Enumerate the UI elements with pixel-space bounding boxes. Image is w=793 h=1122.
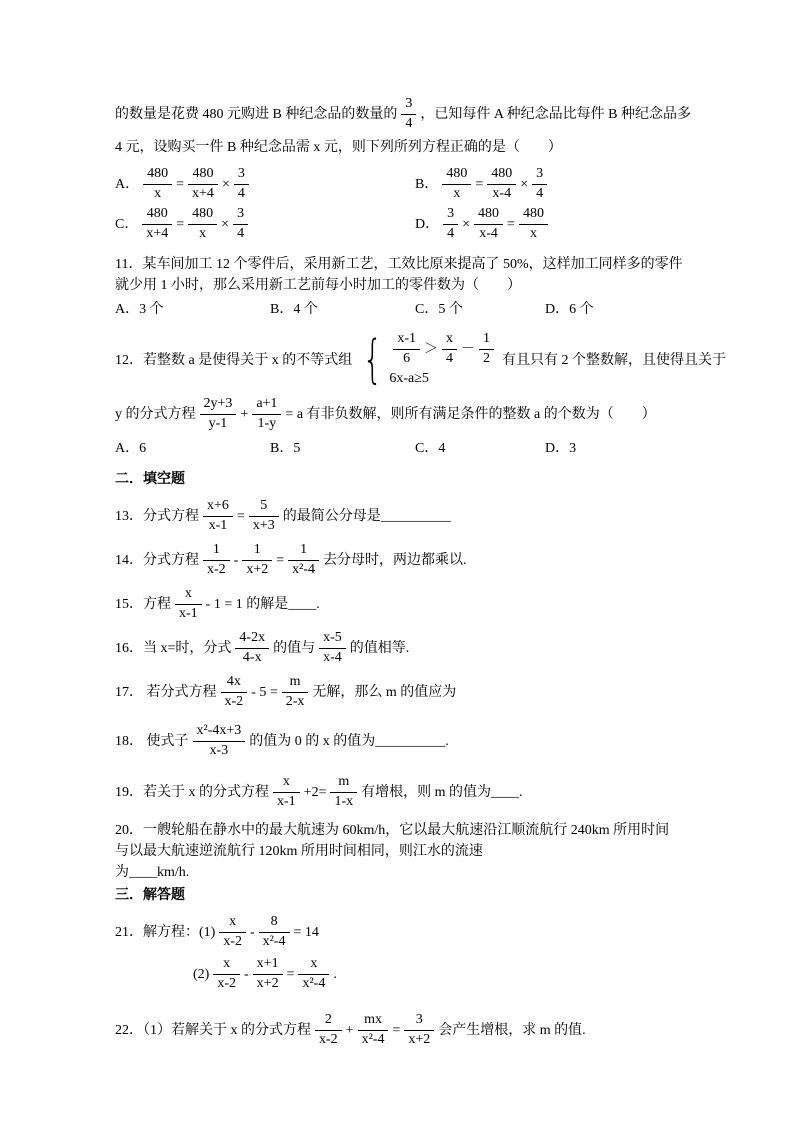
system-row bbox=[389, 368, 429, 389]
fraction-numerator: 480 bbox=[474, 206, 503, 224]
fraction-denominator: x-2 bbox=[224, 693, 244, 709]
text-segment: = bbox=[392, 1022, 401, 1038]
fraction-denominator: x-1 bbox=[277, 793, 296, 809]
fraction-numerator: 3 bbox=[234, 166, 249, 184]
problem20 bbox=[115, 820, 693, 883]
text-segment: 18． 使式子 bbox=[115, 733, 189, 749]
fraction bbox=[252, 396, 281, 431]
text-segment: = bbox=[176, 216, 185, 232]
fraction bbox=[193, 723, 246, 758]
fraction-denominator: x bbox=[154, 185, 162, 201]
fraction-numerator: 8 bbox=[259, 914, 290, 932]
fraction bbox=[358, 1012, 389, 1047]
section-heading-blank: 二．填空题 bbox=[115, 472, 185, 487]
text-segment: + bbox=[240, 406, 249, 422]
problem21-part1 bbox=[115, 914, 693, 950]
fraction-numerator: 3 bbox=[401, 96, 416, 114]
text-segment: 的值相等. bbox=[349, 640, 410, 656]
fraction-denominator: 4 bbox=[405, 115, 413, 131]
text-segment: 无解，那么 m 的值应为 bbox=[312, 684, 457, 700]
text-segment: 21．解方程：(1) bbox=[115, 924, 216, 940]
text-segment: － bbox=[460, 341, 475, 357]
fraction-denominator: x-1 bbox=[208, 517, 228, 533]
problem20-line1: 20．一艘轮船在静水中的最大航速为 60km/h，它以最大航速沿江顺流航行 240km 所用时间 bbox=[115, 823, 670, 838]
fraction-denominator: 4 bbox=[445, 350, 453, 366]
problem21-part2 bbox=[193, 956, 693, 992]
fraction-numerator: 480 bbox=[188, 206, 217, 224]
fraction-numerator: 1 bbox=[242, 542, 272, 560]
text-segment: = bbox=[276, 552, 285, 568]
text-segment: = bbox=[176, 176, 185, 192]
problem12-line1 bbox=[115, 330, 726, 390]
problem11-options bbox=[115, 299, 693, 320]
fraction-numerator: x bbox=[219, 914, 246, 932]
text-segment: 13．分式方程 bbox=[115, 508, 199, 524]
text-segment: 14．分式方程 bbox=[115, 552, 199, 568]
text-segment: 有增根，则 m 的值为____. bbox=[361, 784, 523, 800]
fraction-denominator: x²-4 bbox=[361, 1031, 385, 1047]
fraction-numerator: 3 bbox=[233, 206, 248, 224]
problem22-part1 bbox=[115, 1012, 693, 1048]
fraction-numerator: x bbox=[298, 956, 329, 974]
problem20-line2: 与以最大航速逆流航行 120km 所用时间相同，则江水的流速 bbox=[115, 844, 483, 859]
text-segment: 12．若整数 a 是使得关于 x 的不等式组 bbox=[115, 352, 353, 368]
fraction-numerator: 480 bbox=[188, 166, 218, 184]
problem10-options-row1 bbox=[115, 166, 693, 202]
text-segment: 6x-a≥5 bbox=[389, 370, 429, 386]
fraction bbox=[319, 630, 346, 665]
text-segment: = a 有非负数解，则所有满足条件的整数 a 的个数为（ ） bbox=[285, 406, 656, 422]
text-segment: C． bbox=[115, 216, 139, 232]
text-segment: = bbox=[236, 508, 245, 524]
fraction bbox=[142, 206, 172, 241]
fraction bbox=[273, 774, 300, 809]
text-segment: 去分母时，两边都乘以. bbox=[323, 552, 467, 568]
fraction-denominator: 1-x bbox=[334, 793, 354, 809]
text-segment: A． bbox=[115, 176, 140, 192]
fraction bbox=[221, 674, 248, 709]
text-segment: (2) bbox=[193, 966, 210, 982]
system-rows bbox=[389, 331, 498, 388]
text-segment: B． bbox=[415, 176, 439, 192]
text-segment: × bbox=[221, 176, 230, 192]
problem14 bbox=[115, 542, 693, 578]
text-segment: - bbox=[244, 966, 249, 982]
fraction bbox=[442, 166, 471, 201]
fraction-denominator: x bbox=[199, 225, 207, 241]
fraction-denominator: 2-x bbox=[285, 693, 305, 709]
fraction bbox=[288, 542, 319, 577]
problem11-option-d: D．6 个 bbox=[545, 302, 594, 317]
fraction-numerator: m bbox=[330, 774, 357, 792]
text-segment: . bbox=[333, 966, 337, 982]
fraction bbox=[242, 542, 272, 577]
fraction bbox=[143, 166, 172, 201]
fraction-denominator: x+4 bbox=[192, 185, 214, 201]
text-segment: - bbox=[250, 924, 255, 940]
fraction-numerator: x+6 bbox=[203, 498, 233, 516]
fraction-denominator: x²-4 bbox=[302, 975, 326, 991]
fraction-denominator: x+3 bbox=[252, 517, 275, 533]
fraction bbox=[519, 206, 548, 241]
fraction-numerator: x bbox=[273, 774, 300, 792]
fraction-numerator: 480 bbox=[143, 166, 172, 184]
text-segment: × bbox=[221, 216, 230, 232]
fraction-denominator: 2 bbox=[482, 350, 490, 366]
fraction bbox=[249, 498, 279, 533]
text-segment: 的最简公分母是__________ bbox=[282, 508, 451, 524]
fraction-numerator: 4-2x bbox=[235, 630, 269, 648]
text-segment: 15．方程 bbox=[115, 596, 171, 612]
text-segment: - bbox=[233, 552, 239, 568]
problem18 bbox=[115, 720, 693, 762]
section-heading-answer: 三．解答题 bbox=[115, 888, 185, 903]
fraction-denominator: x+2 bbox=[246, 561, 269, 577]
fraction-denominator: x²-4 bbox=[262, 933, 286, 949]
fraction-denominator: x+4 bbox=[146, 225, 169, 241]
fraction-numerator: mx bbox=[358, 1012, 389, 1030]
text-segment: 17． 若分式方程 bbox=[115, 684, 217, 700]
fraction-numerator: x bbox=[213, 956, 240, 974]
fraction-numerator: 1 bbox=[288, 542, 319, 560]
problem10-intro-line2: 4 元，设购买一件 B 种纪念品需 x 元，则下列所列方程正确的是（ ） bbox=[115, 140, 562, 155]
problem10-option-b bbox=[415, 166, 693, 202]
problem19 bbox=[115, 774, 693, 810]
fraction-denominator: x²-4 bbox=[292, 561, 316, 577]
problem12-options bbox=[115, 438, 693, 459]
fraction bbox=[219, 914, 246, 949]
fraction-denominator: 4 bbox=[536, 185, 544, 201]
fraction bbox=[235, 630, 269, 665]
text-segment: y 的分式方程 bbox=[115, 406, 196, 422]
text-segment: = 14 bbox=[293, 924, 319, 940]
text-segment: +2= bbox=[303, 784, 327, 800]
fraction bbox=[330, 774, 357, 809]
problem12-option-b: B．5 bbox=[270, 441, 301, 456]
fraction-numerator: 1 bbox=[479, 331, 494, 349]
fraction bbox=[253, 956, 283, 991]
fraction-denominator: 6 bbox=[403, 350, 411, 366]
fraction-numerator: 4x bbox=[221, 674, 248, 692]
fraction bbox=[474, 206, 503, 241]
problem15 bbox=[115, 586, 693, 622]
fraction-numerator: 480 bbox=[487, 166, 516, 184]
problem12-option-c: C．4 bbox=[415, 441, 446, 456]
fraction-numerator: m bbox=[282, 674, 309, 692]
left-brace-glyph: { bbox=[362, 330, 383, 390]
fraction-numerator: 3 bbox=[404, 1012, 434, 1030]
fraction-denominator: x-2 bbox=[217, 975, 236, 991]
fraction bbox=[487, 166, 516, 201]
fraction-denominator: x-2 bbox=[319, 1031, 338, 1047]
fraction-numerator: x+1 bbox=[253, 956, 283, 974]
text-segment: - 1 = 1 的解是____. bbox=[205, 596, 320, 612]
text-segment: - 5 = bbox=[251, 684, 278, 700]
fraction bbox=[282, 674, 309, 709]
fraction bbox=[259, 914, 290, 949]
fraction bbox=[404, 1012, 434, 1047]
fraction-denominator: x-2 bbox=[223, 933, 242, 949]
system-row bbox=[389, 331, 498, 366]
text-segment: = bbox=[286, 966, 295, 982]
fraction bbox=[233, 206, 248, 241]
text-segment: = bbox=[475, 176, 484, 192]
text-segment: 19．若关于 x 的分式方程 bbox=[115, 784, 269, 800]
text-segment: 有且只有 2 个整数解，且使得且关于 bbox=[501, 352, 726, 368]
fraction bbox=[175, 586, 202, 621]
fraction bbox=[188, 206, 217, 241]
fraction bbox=[479, 331, 494, 366]
fraction-denominator: x bbox=[529, 225, 537, 241]
problem12-option-a: A．6 bbox=[115, 441, 147, 456]
fraction bbox=[442, 331, 457, 366]
fraction-numerator: 5 bbox=[249, 498, 279, 516]
text-segment: + bbox=[345, 1022, 354, 1038]
text-segment: × bbox=[462, 216, 471, 232]
fraction-denominator: 4 bbox=[237, 185, 245, 201]
fraction bbox=[203, 498, 233, 533]
problem11-line1: 11．某车间加工 12 个零件后，采用新工艺，工效比原来提高了 50%，这样加工同样多的零件 bbox=[115, 257, 683, 272]
fraction-denominator: x-4 bbox=[323, 649, 342, 665]
fraction bbox=[213, 956, 240, 991]
fraction bbox=[401, 96, 416, 131]
fraction bbox=[298, 956, 329, 991]
problem13 bbox=[115, 498, 693, 534]
fraction-numerator: 3 bbox=[443, 206, 458, 224]
fraction bbox=[393, 331, 420, 366]
problem20-line3: 为____km/h. bbox=[115, 865, 190, 880]
fraction-denominator: x-1 bbox=[179, 605, 198, 621]
problem11-option-c: C．5 个 bbox=[415, 302, 463, 317]
text-segment: ＞ bbox=[423, 341, 438, 357]
fraction-numerator: a+1 bbox=[252, 396, 281, 414]
text-segment: 22．（1）若解关于 x 的分式方程 bbox=[115, 1022, 311, 1038]
fraction bbox=[234, 166, 249, 201]
fraction-numerator: 480 bbox=[519, 206, 548, 224]
problem10-options-row2 bbox=[115, 206, 693, 242]
fraction-denominator: x+2 bbox=[408, 1031, 431, 1047]
problem10-option-c bbox=[115, 206, 415, 242]
problem16 bbox=[115, 630, 693, 666]
problem10-intro-line1 bbox=[115, 96, 693, 132]
fraction-numerator: 480 bbox=[142, 206, 172, 224]
problem11-line2: 就少用 1 小时，那么采用新工艺前每小时加工的零件数为（ ） bbox=[115, 278, 521, 293]
text-segment: = bbox=[507, 216, 515, 232]
fraction bbox=[203, 542, 230, 577]
fraction-denominator: y-1 bbox=[208, 415, 228, 431]
text-segment: 的值为 0 的 x 的值为__________. bbox=[249, 733, 449, 749]
fraction-numerator: x-1 bbox=[393, 331, 420, 349]
problem12-option-d: D．3 bbox=[545, 441, 577, 456]
text-segment: ，已知每件 A 种纪念品比每件 B 种纪念品多 bbox=[420, 106, 692, 122]
fraction-denominator: x-4 bbox=[492, 185, 512, 201]
fraction-numerator: x bbox=[442, 331, 457, 349]
fraction-numerator: 1 bbox=[203, 542, 230, 560]
fraction-numerator: 2y+3 bbox=[200, 396, 237, 414]
text-segment: × bbox=[520, 176, 529, 192]
fraction-numerator: x²-4x+3 bbox=[193, 723, 246, 741]
fraction-numerator: 2 bbox=[315, 1012, 342, 1030]
fraction-denominator: 4-x bbox=[242, 649, 262, 665]
fraction-denominator: 4 bbox=[447, 225, 455, 241]
fraction bbox=[188, 166, 218, 201]
fraction-denominator: x+2 bbox=[256, 975, 279, 991]
fraction-denominator: 1-y bbox=[257, 415, 277, 431]
text-segment: 的值与 bbox=[273, 640, 316, 656]
problem10-option-a bbox=[115, 166, 415, 202]
fraction-denominator: x bbox=[453, 185, 461, 201]
fraction bbox=[443, 206, 458, 241]
fraction-denominator: x-2 bbox=[207, 561, 226, 577]
fraction bbox=[315, 1012, 342, 1047]
problem17 bbox=[115, 674, 693, 710]
problem11-option-a: A．3 个 bbox=[115, 302, 164, 317]
fraction bbox=[532, 166, 547, 201]
text-segment: 16．当 x=时，分式 bbox=[115, 640, 232, 656]
fraction-numerator: x-5 bbox=[319, 630, 346, 648]
fraction bbox=[200, 396, 237, 431]
problem10-option-d bbox=[415, 206, 693, 242]
problem11-option-b: B．4 个 bbox=[270, 302, 318, 317]
text-segment: 的数量是花费 480 元购进 B 种纪念品的数量的 bbox=[115, 106, 398, 122]
fraction-denominator: 4 bbox=[237, 225, 245, 241]
fraction-numerator: x bbox=[175, 586, 202, 604]
inequality-system-brace bbox=[356, 331, 498, 389]
problem12-line2 bbox=[115, 396, 693, 432]
text-segment: 会产生增根，求 m 的值. bbox=[438, 1022, 586, 1038]
fraction-numerator: 3 bbox=[532, 166, 547, 184]
text-segment: D． bbox=[415, 216, 440, 232]
fraction-denominator: x-3 bbox=[209, 742, 229, 758]
fraction-denominator: x-4 bbox=[479, 225, 498, 241]
fraction-numerator: 480 bbox=[442, 166, 471, 184]
